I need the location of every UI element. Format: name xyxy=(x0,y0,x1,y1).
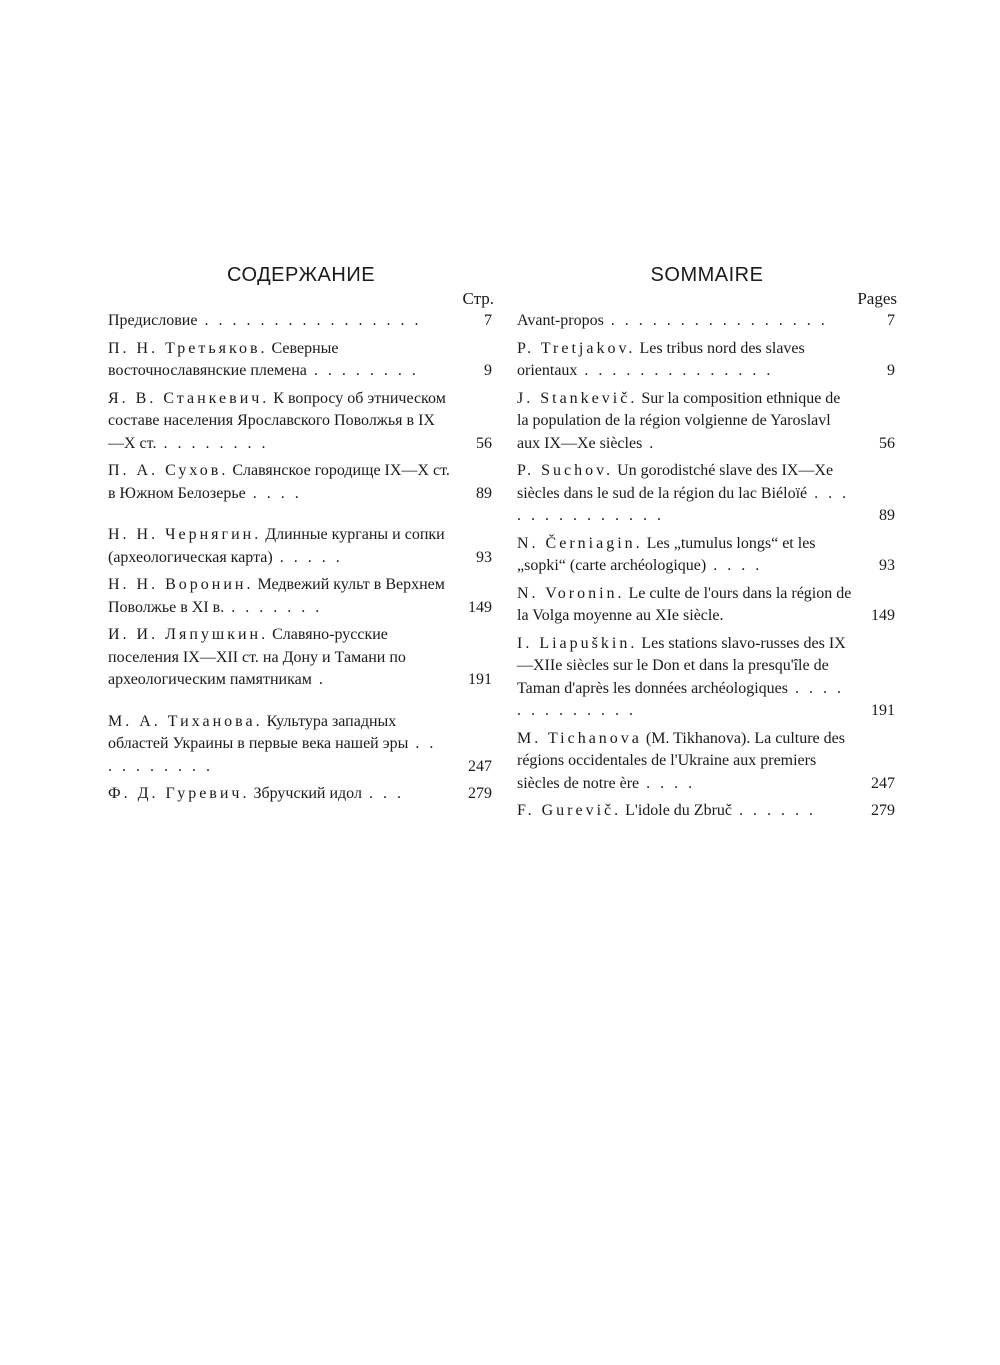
entry-author: P. Tretjakov. xyxy=(517,339,636,357)
toc-heading-fr: SOMMAIRE xyxy=(650,264,764,286)
entry-page: 56 xyxy=(476,434,492,452)
toc-entry[interactable]: Avant-propos . . . . . . . . . . . . . . . . 7 xyxy=(517,310,897,333)
entry-author: П. А. Сухов. xyxy=(108,462,229,479)
entry-page: 89 xyxy=(879,507,895,524)
entry-title: Les stations slavo-russes des IX—XIIe siècles sur le Don et dans la presqu'île de Taman d'après les données archéologiques xyxy=(517,634,846,697)
entry-title: Збручский идол xyxy=(253,785,362,802)
entry-author: M. Tichanova xyxy=(517,729,642,747)
toc-russian xyxy=(108,262,494,811)
entry-title: Le culte de l'ours dans la région de la Volga moyenne au XIe siècle. xyxy=(517,584,852,624)
entry-title: К вопросу об этническом составе населения Ярославского Поволжья в IX—X ст. xyxy=(108,389,446,452)
entry-title: Длинные курганы и сопки (археологическая карта) xyxy=(108,526,445,566)
entry-title: (M. Tikhanova). La culture des régions occidentales de l'Ukraine aux premiers siècles de notre ère xyxy=(517,729,845,792)
entry-author: М. А. Тиханова. xyxy=(108,712,263,730)
entry-page: 279 xyxy=(871,802,895,819)
entry-title: Славянское городище IX—X ст. в Южном Белозерье xyxy=(108,462,450,502)
entry-page: 247 xyxy=(871,774,895,792)
entry-page: 149 xyxy=(468,598,492,616)
toc-entry[interactable]: Н. Н. Чернягин. Длинные курганы и сопки (археологическая карта) . . . . . 93 xyxy=(108,524,494,569)
entry-page: 93 xyxy=(879,557,895,574)
entry-page: 149 xyxy=(871,607,895,624)
entry-page: 247 xyxy=(468,757,492,775)
toc-entry[interactable]: N. Černiagin. Les „tumulus longs“ et les „sopki“ (carte archéologique) . . . . 93 xyxy=(517,533,897,578)
toc-entry[interactable]: F. Gurevič. L'idole du Zbruč . . . . . . 279 xyxy=(517,800,897,823)
entry-author: F. Gurevič. xyxy=(517,802,622,819)
entry-author: P. Suchov. xyxy=(517,462,614,479)
entry-author: J. Stankevič. xyxy=(517,389,638,407)
entry-page: 7 xyxy=(887,312,895,329)
entry-title: Медвежий культ в Верхнем Поволжье в XI в. xyxy=(108,576,445,616)
toc-entry[interactable] xyxy=(517,583,897,628)
toc-entry[interactable]: I. Liapuškin. Les stations slavo-russes des IX—XIIe siècles sur le Don et dans la presqu'île de Taman d'après les données archéologiques . . . . . . . . . . . . . 191 xyxy=(517,633,897,723)
entry-author: Я. В. Станкевич. xyxy=(108,389,270,407)
entry-title: Avant-propos xyxy=(517,312,604,329)
entry-title: Культура западных областей Украины в первые века нашей эры xyxy=(108,712,409,752)
toc-entry[interactable]: М. А. Тиханова. Культура западных областей Украины в первые века нашей эры . . . . . . . . . . 247 xyxy=(108,711,494,779)
entry-page: 89 xyxy=(476,484,492,502)
page-column-header-ru: Стр. xyxy=(462,289,494,308)
toc-entry[interactable]: Н. Н. Воронин. Медвежий культ в Верхнем Поволжье в XI в. . . . . . . . 149 xyxy=(108,574,494,619)
entry-page: 279 xyxy=(468,785,492,802)
entry-title: Северные восточнославянские племена xyxy=(108,339,339,379)
page-column-header-fr: Pages xyxy=(857,289,897,308)
entry-author: П. Н. Третьяков. xyxy=(108,339,268,357)
entry-author: Н. Н. Чернягин. xyxy=(108,526,262,543)
entry-page: 191 xyxy=(871,702,895,719)
entry-page: 93 xyxy=(476,548,492,566)
toc-entry[interactable]: M. Tichanova (M. Tikhanova). La culture des régions occidentales de l'Ukraine aux premiers siècles de notre ère . . . . 247 xyxy=(517,728,897,796)
entry-page: 7 xyxy=(484,312,492,329)
entry-author: N. Černiagin. xyxy=(517,534,643,552)
toc-entry[interactable]: P. Suchov. Un gorodistché slave des IX—Xe siècles dans le sud de la région du lac Biéloïé . . . . . . . . . . . . . . 89 xyxy=(517,460,897,528)
entry-page: 191 xyxy=(468,671,492,688)
entry-title: Предисловие xyxy=(108,312,198,329)
entry-author: Н. Н. Воронин. xyxy=(108,576,254,593)
entry-author: N. Voronin. xyxy=(517,584,625,602)
toc-entry[interactable]: П. Н. Третьяков. Северные восточнославянские племена . . . . . . . . 9 xyxy=(108,338,494,383)
entry-title: Les tribus nord des slaves orientaux xyxy=(517,339,805,379)
entry-author: И. И. Ляпушкин. xyxy=(108,626,269,643)
toc-entry[interactable]: П. А. Сухов. Славянское городище IX—X ст. в Южном Белозерье . . . . 89 xyxy=(108,460,494,505)
entry-author: Ф. Д. Гуревич. xyxy=(108,785,250,802)
entry-title: Un gorodistché slave des IX—Xe siècles dans le sud de la région du lac Biéloïé xyxy=(517,462,834,502)
entry-title: Les „tumulus longs“ et les „sopki“ (carte archéologique) xyxy=(517,534,816,574)
entry-author: I. Liapuškin. xyxy=(517,634,638,652)
toc-heading-ru: СОДЕРЖАНИЕ xyxy=(226,264,376,286)
entry-title: Sur la composition ethnique de la population de la région volgienne de Yaroslavl aux IX—Xe siècles xyxy=(517,389,841,452)
entry-title: Славяно-русские поселения IX—XII ст. на Дону и Тамани по археологическим памятникам xyxy=(108,626,406,688)
toc-entry[interactable]: Я. В. Станкевич. К вопросу об этническом составе населения Ярославского Поволжья в IX—X ст. . . . . . . . . 56 xyxy=(108,388,494,456)
entry-title: L'idole du Zbruč xyxy=(625,802,733,819)
entry-page: 9 xyxy=(887,362,895,379)
toc-french xyxy=(517,262,897,828)
toc-entry[interactable]: J. Stankevič. Sur la composition ethnique de la population de la région volgienne de Yaroslavl aux IX—Xe siècles . 56 xyxy=(517,388,897,456)
entry-page: 56 xyxy=(879,434,895,452)
toc-entry[interactable]: P. Tretjakov. Les tribus nord des slaves orientaux . . . . . . . . . . . . . . 9 xyxy=(517,338,897,383)
toc-entry[interactable]: И. И. Ляпушкин. Славяно-русские поселения IX—XII ст. на Дону и Тамани по археологическим памятникам . 191 xyxy=(108,624,494,692)
toc-entry[interactable]: Предисловие . . . . . . . . . . . . . . . . 7 xyxy=(108,310,494,333)
entry-page: 9 xyxy=(484,362,492,379)
toc-entry[interactable]: Ф. Д. Гуревич. Збручский идол . . . 279 xyxy=(108,783,494,806)
